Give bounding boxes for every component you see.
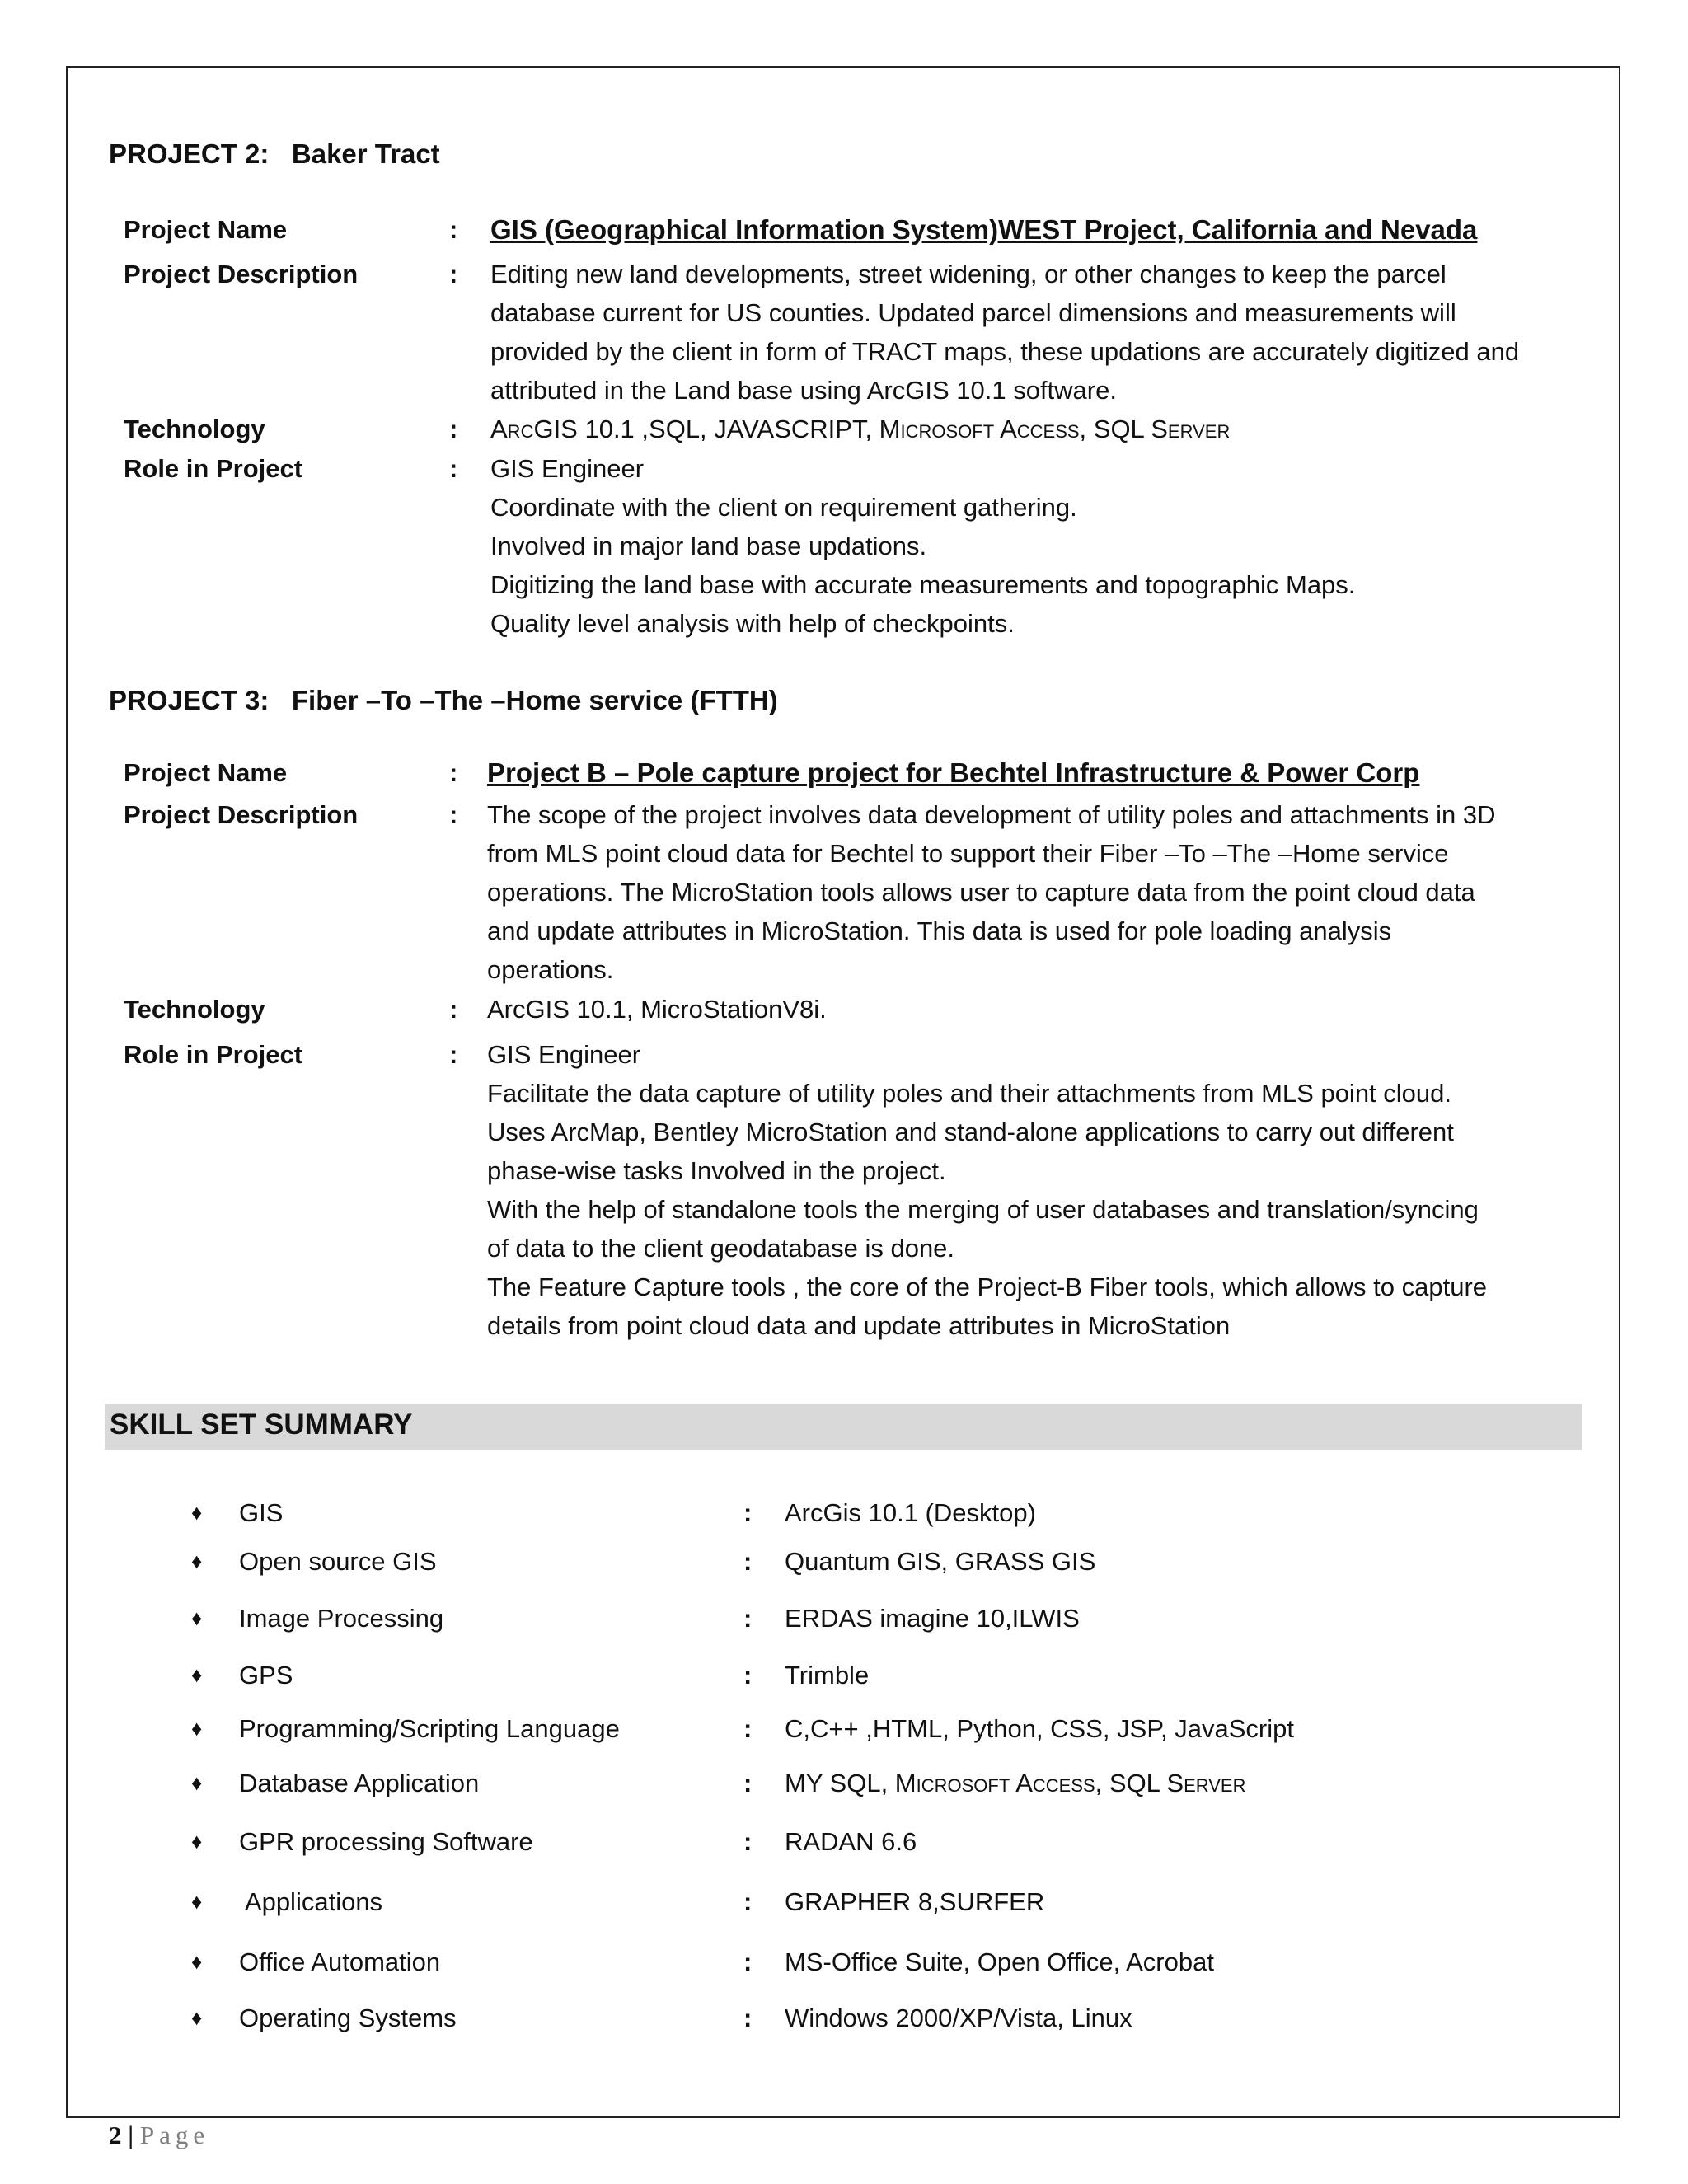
skill-set-section-header (105, 1404, 1582, 1450)
skill-item (191, 2004, 1428, 2040)
skill-value: ArcGis 10.1 (Desktop) (785, 1498, 1036, 1527)
page-footer (109, 2121, 209, 2150)
role-line: of data to the client geodatabase is done. (487, 1234, 955, 1263)
skill-value: GRAPHER 8,SURFER (785, 1887, 1045, 1916)
role-line: Uses ArcMap, Bentley MicroStation and stand-alone applications to carry out different (487, 1118, 1454, 1146)
role-line: Coordinate with the client on requirement gathering. (490, 493, 1077, 522)
diamond-bullet-icon: ♦ (191, 1829, 203, 1854)
colon: : (743, 1887, 753, 1916)
skill-name: Programming/Scripting Language (239, 1714, 620, 1743)
colon: : (449, 995, 458, 1024)
description-line: database current for US counties. Updated parcel dimensions and measurements will (490, 298, 1456, 327)
role-line: details from point cloud data and update attributes in MicroStation (487, 1311, 1231, 1340)
skill-value: MS-Office Suite, Open Office, Acrobat (785, 1947, 1214, 1976)
project-2-role (490, 449, 1479, 643)
project-2-technology: ArcGIS 10.1 ,SQL, JAVASCRIPT, Microsoft Access, SQL Server (490, 415, 1231, 443)
colon: : (743, 1947, 753, 1976)
skill-value: Quantum GIS, GRASS GIS (785, 1547, 1096, 1576)
description-line: The scope of the project involves data development of utility poles and attachments in 3D (487, 800, 1496, 829)
skill-name: Office Automation (239, 1947, 441, 1976)
description-line: operations. The MicroStation tools allows user to capture data from the point cloud data (487, 878, 1475, 907)
diamond-bullet-icon: ♦ (191, 1716, 203, 1741)
diamond-bullet-icon: ♦ (191, 1500, 203, 1525)
page-number: 2 (109, 2121, 122, 2149)
skill-name: Operating Systems (239, 2004, 457, 2032)
description-line: and update attributes in MicroStation. This data is used for pole loading analysis (487, 916, 1392, 945)
skill-value: Windows 2000/XP/Vista, Linux (785, 2004, 1132, 2032)
diamond-bullet-icon: ♦ (191, 1889, 203, 1914)
colon: : (743, 1547, 753, 1576)
project-3-heading: PROJECT 3: Fiber –To –The –Home service (FTTH) (109, 685, 778, 715)
skill-value: Trimble (785, 1661, 870, 1690)
colon: : (743, 1714, 753, 1743)
skill-item (191, 1547, 1428, 1583)
skill-value: C,C++ ,HTML, Python, CSS, JSP, JavaScript (785, 1714, 1294, 1743)
skill-item (191, 1887, 1428, 1924)
project-2-heading: PROJECT 2: Baker Tract (109, 138, 440, 169)
skill-item (191, 1947, 1428, 1984)
diamond-bullet-icon: ♦ (191, 1549, 203, 1573)
skill-name: Image Processing (239, 1604, 444, 1633)
colon: : (743, 1604, 753, 1633)
project-3-name: Project B – Pole capture project for Bechtel Infrastructure & Power Corp (487, 757, 1420, 788)
technology-label: Technology (124, 995, 265, 1024)
skill-name: GPR processing Software (239, 1827, 533, 1856)
skill-value: ERDAS imagine 10,ILWIS (785, 1604, 1080, 1633)
description-line: provided by the client in form of TRACT maps, these updations are accurately digitized and (490, 337, 1520, 366)
skill-value: RADAN 6.6 (785, 1827, 917, 1856)
page-word: Page (139, 2121, 210, 2149)
description-line: Editing new land developments, street widening, or other changes to keep the parcel (490, 260, 1447, 288)
colon: : (743, 1661, 753, 1690)
project-3-role (487, 1035, 1488, 1345)
colon: : (449, 215, 458, 244)
skill-name: GPS (239, 1661, 293, 1690)
description-line: from MLS point cloud data for Bechtel to support their Fiber –To –The –Home service (487, 839, 1449, 868)
project-description-label: Project Description (124, 800, 359, 829)
role-line: With the help of standalone tools the merging of user databases and translation/syncing (487, 1195, 1479, 1224)
diamond-bullet-icon: ♦ (191, 1605, 203, 1630)
colon: : (449, 454, 458, 483)
colon: : (743, 1769, 753, 1797)
skill-value: MY SQL, Microsoft Access, SQL Server (785, 1769, 1246, 1797)
skill-name: GIS (239, 1498, 284, 1527)
project-name-label: Project Name (124, 215, 288, 244)
project-2-description (490, 255, 1520, 410)
skill-item (191, 1498, 1428, 1535)
role-line: Involved in major land base updations. (490, 532, 927, 560)
colon: : (743, 1827, 753, 1856)
project-name-label: Project Name (124, 758, 288, 787)
skill-name: Applications (239, 1887, 383, 1916)
diamond-bullet-icon: ♦ (191, 1770, 203, 1795)
skill-item (191, 1604, 1428, 1640)
role-line: Quality level analysis with help of checkpoints. (490, 609, 1015, 638)
role-label: Role in Project (124, 454, 303, 483)
project-description-label: Project Description (124, 260, 359, 288)
role-line: GIS Engineer (490, 454, 645, 483)
skill-name: Open source GIS (239, 1547, 437, 1576)
diamond-bullet-icon: ♦ (191, 2005, 203, 2030)
technology-label: Technology (124, 415, 265, 443)
diamond-bullet-icon: ♦ (191, 1949, 203, 1974)
role-line: The Feature Capture tools , the core of the Project-B Fiber tools, which allows to capture (487, 1272, 1488, 1301)
colon: : (743, 1498, 753, 1527)
description-line: operations. (487, 955, 614, 984)
role-line: Digitizing the land base with accurate measurements and topographic Maps. (490, 570, 1356, 599)
footer-separator: | (121, 2121, 140, 2149)
skill-item (191, 1827, 1428, 1863)
project-2-name: GIS (Geographical Information System)WEST Project, California and Nevada (490, 214, 1478, 245)
diamond-bullet-icon: ♦ (191, 1662, 203, 1687)
description-line: attributed in the Land base using ArcGIS 10.1 software. (490, 376, 1117, 405)
skill-set-title: SKILL SET SUMMARY (110, 1408, 413, 1441)
skill-item (191, 1661, 1428, 1697)
colon: : (449, 260, 458, 288)
colon: : (449, 415, 458, 443)
colon: : (449, 758, 458, 787)
project-3-description (487, 795, 1496, 989)
colon: : (449, 1040, 458, 1069)
skill-item (191, 1714, 1428, 1750)
skill-item (191, 1769, 1428, 1805)
colon: : (743, 2004, 753, 2032)
role-label: Role in Project (124, 1040, 303, 1069)
project-3-technology: ArcGIS 10.1, MicroStationV8i. (487, 995, 827, 1024)
role-line: GIS Engineer (487, 1040, 641, 1069)
skill-name: Database Application (239, 1769, 480, 1797)
role-line: Facilitate the data capture of utility poles and their attachments from MLS point cloud. (487, 1079, 1452, 1108)
role-line: phase-wise tasks Involved in the project. (487, 1156, 946, 1185)
colon: : (449, 800, 458, 829)
